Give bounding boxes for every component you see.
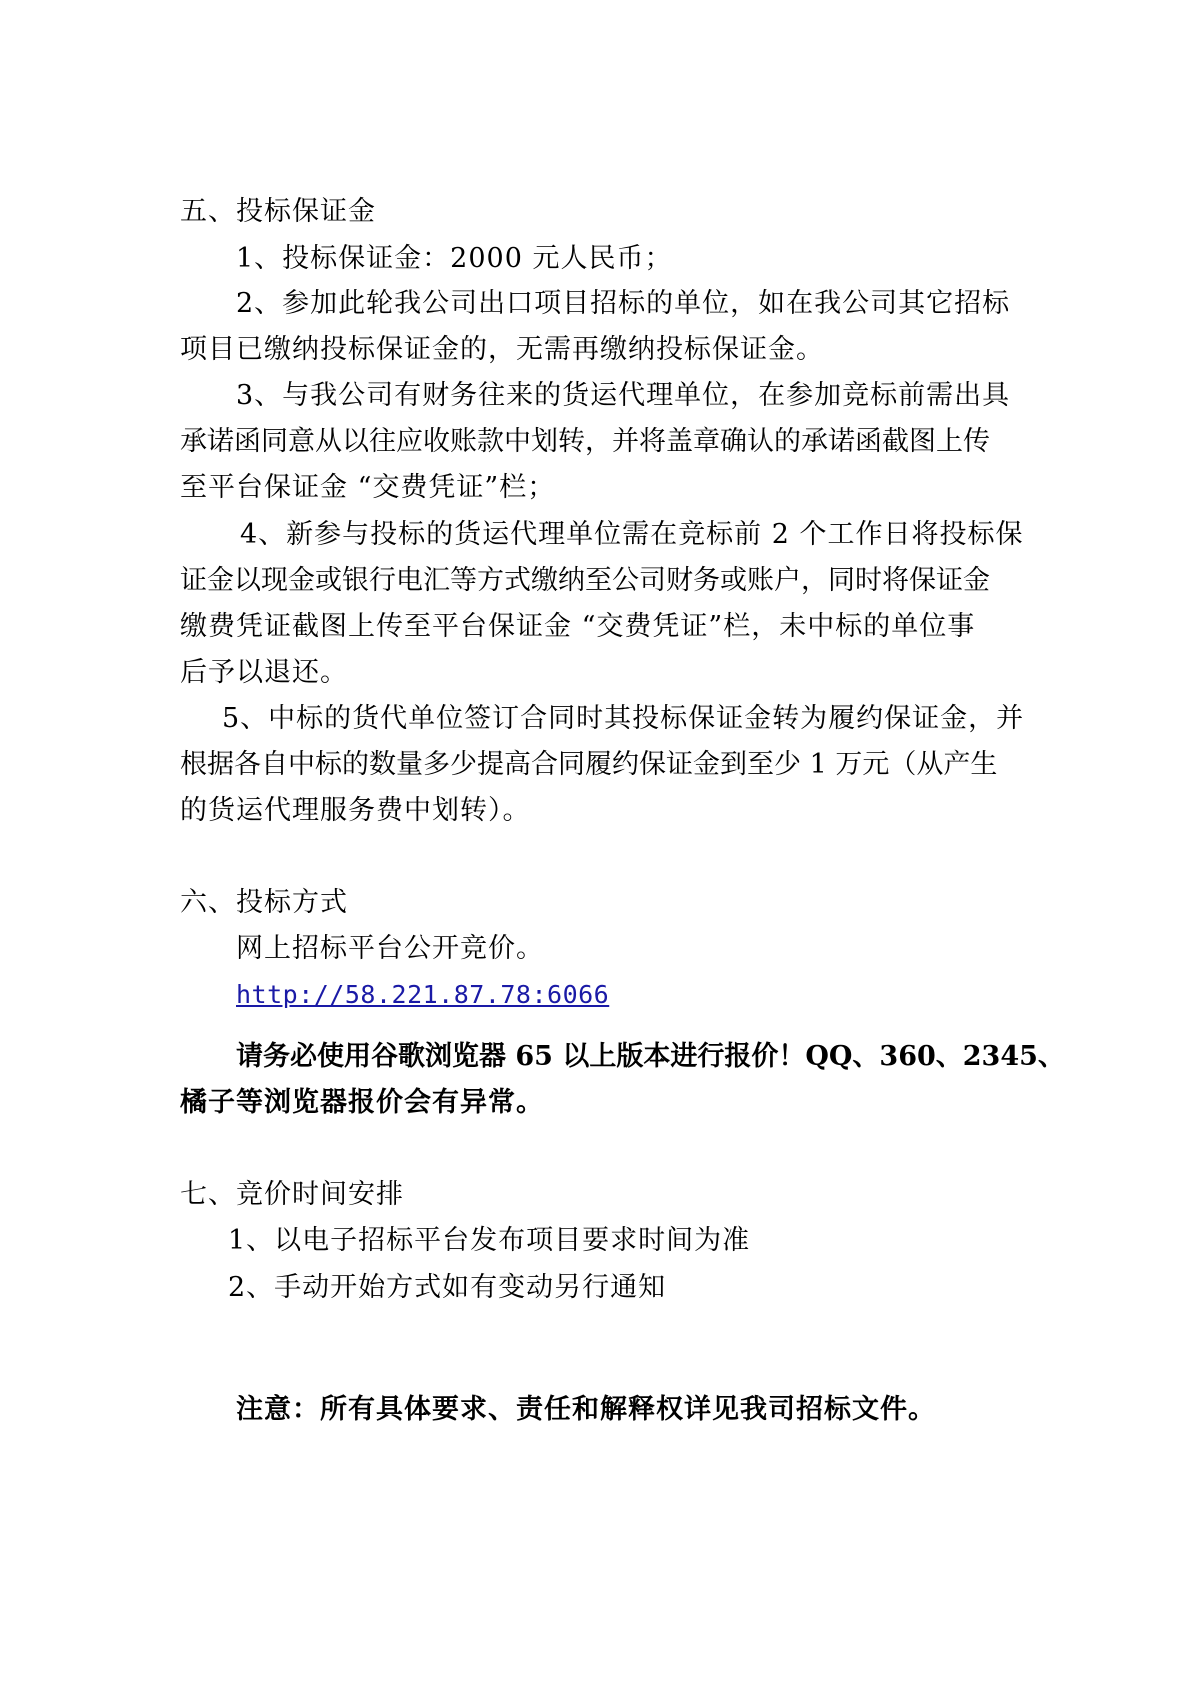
section6-line1: 网上招标平台公开竞价。 xyxy=(236,933,544,964)
section5-item4-line1: 4、新参与投标的货运代理单位需在竞标前 2 个工作日将投标保 xyxy=(240,519,1024,550)
section5-item4-line2: 证金以现金或银行电汇等方式缴纳至公司财务或账户，同时将保证金 xyxy=(180,565,990,596)
section7-heading: 七、竞价时间安排 xyxy=(180,1179,404,1210)
section5-item2-line1: 2、参加此轮我公司出口项目招标的单位，如在我公司其它招标 xyxy=(236,288,1011,319)
section5-item1: 1、投标保证金：2000 元人民币； xyxy=(236,243,673,274)
section5-item5-line3: 的货运代理服务费中划转）。 xyxy=(180,795,531,826)
section7-item2: 2、手动开始方式如有变动另行通知 xyxy=(228,1272,667,1303)
section5-item4-line4: 后予以退还。 xyxy=(180,657,348,688)
section5-item3-line1: 3、与我公司有财务往来的货运代理单位，在参加竞标前需出具 xyxy=(236,380,1011,411)
notice: 注意：所有具体要求、责任和解释权详见我司招标文件。 xyxy=(236,1394,936,1425)
bidding-platform-link[interactable]: http://58.221.87.78:6066 xyxy=(236,980,610,1009)
section5-item3-line3: 至平台保证金 “交费凭证”栏； xyxy=(180,472,556,503)
section5-heading: 五、投标保证金 xyxy=(180,196,376,227)
section5-item2-line2: 项目已缴纳投标保证金的，无需再缴纳投标保证金。 xyxy=(180,334,824,365)
browser-warning-line1: 请务必使用谷歌浏览器 65 以上版本进行报价！QQ、360、2345、 xyxy=(236,1041,1065,1072)
section7-item1: 1、以电子招标平台发布项目要求时间为准 xyxy=(228,1225,751,1256)
section6-heading: 六、投标方式 xyxy=(180,887,348,918)
section5-item3-line2: 承诺函同意从以往应收账款中划转，并将盖章确认的承诺函截图上传 xyxy=(180,426,990,457)
section5-item4-line3: 缴费凭证截图上传至平台保证金 “交费凭证”栏，未中标的单位事 xyxy=(180,611,976,642)
section5-item5-line2: 根据各自中标的数量多少提高合同履约保证金到至少 1 万元（从产生 xyxy=(180,749,998,780)
browser-warning-line2: 橘子等浏览器报价会有异常。 xyxy=(180,1087,544,1118)
section5-item5-line1: 5、中标的货代单位签订合同时其投标保证金转为履约保证金，并 xyxy=(222,703,1025,734)
